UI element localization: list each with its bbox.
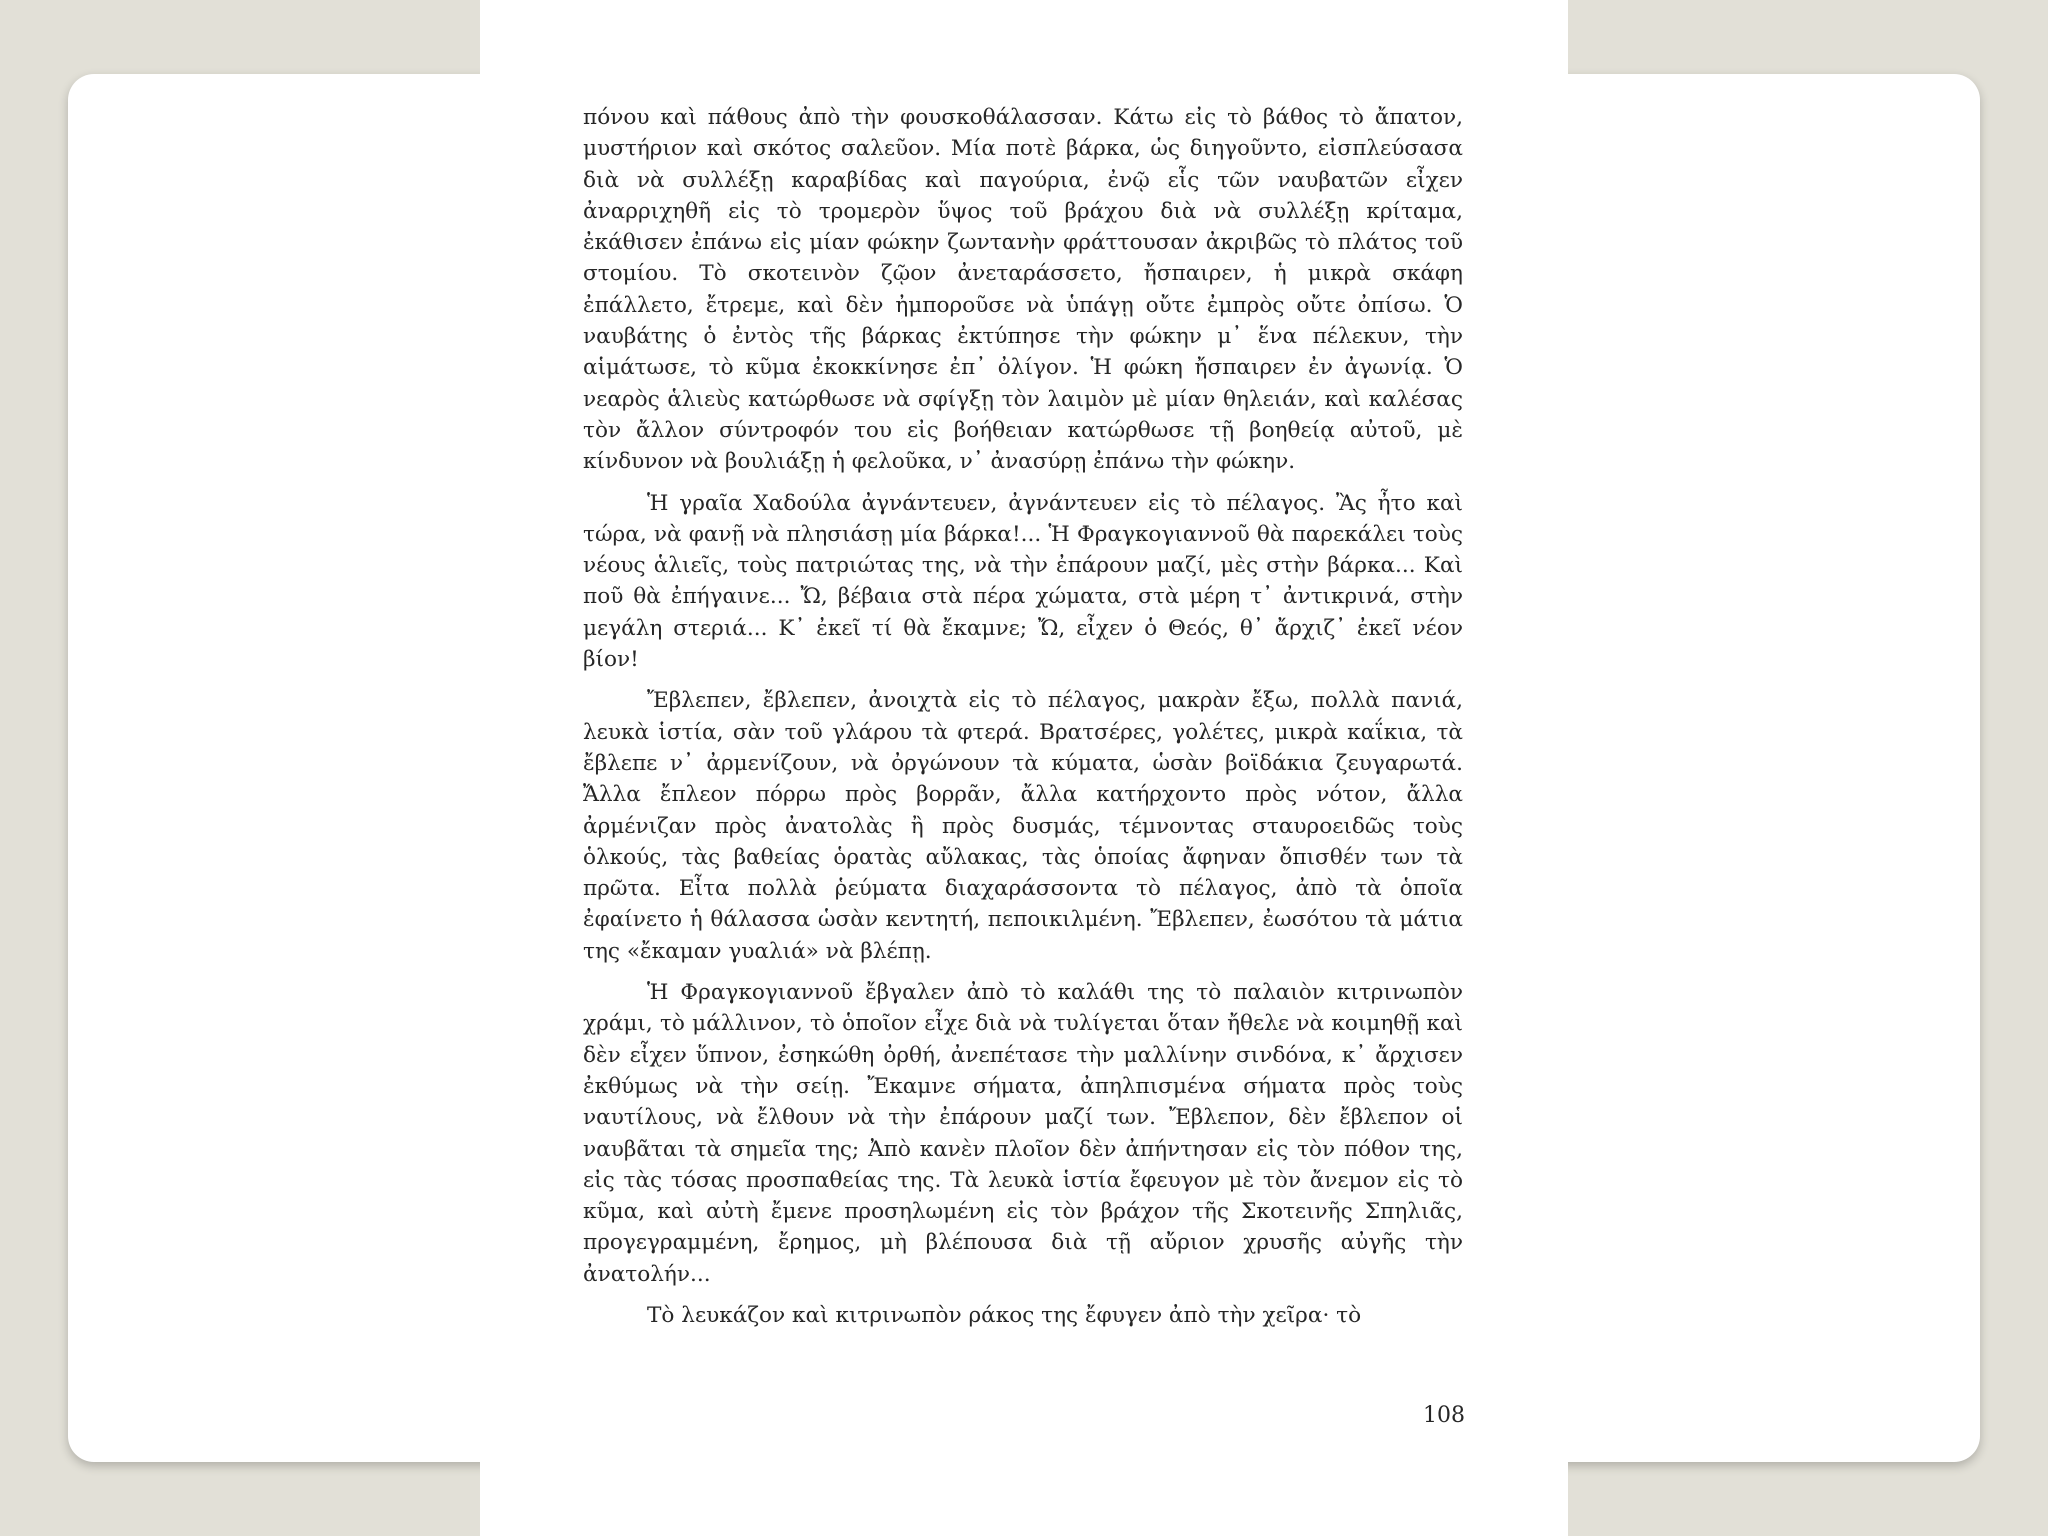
document-page: [480, 0, 1568, 1536]
page-body-text: [583, 102, 1463, 1331]
paragraph-5: Τὸ λευκάζον καὶ κιτρινωπὸν ράκος της ἔφυγεν ἀπὸ τὴν χεῖρα· τὸ: [647, 1302, 1362, 1328]
page-number: 108: [1423, 1403, 1465, 1428]
paragraph-1: πόνου καὶ πάθους ἀπὸ τὴν φουσκοθάλασσαν. Κάτω εἰς τὸ βάθος τὸ ἄπατον, μυστήριον καὶ σκότος σαλεῦον. Μία ποτὲ βάρκα, ὡς διηγοῦντο, εἰσπλεύσασα διὰ νὰ συλλέξῃ καραβίδας καὶ παγούρια, ἐνῷ εἷς τῶν ναυβατῶν εἶχεν ἀναρριχηθῆ εἰς τὸ τρομερὸν ὕψος τοῦ βράχου διὰ νὰ συλλέξῃ κρίταμα, ἐκάθισεν ἐπάνω εἰς μίαν φώκην ζωντανὴν φράττουσαν ἀκριβῶς τὸ πλάτος τοῦ στομίου. Τὸ σκοτεινὸν ζῷον ἀνεταράσσετο, ἤσπαιρεν, ἡ μικρὰ σκάφη ἐπάλλετο, ἔτρεμε, καὶ δὲν ἠμποροῦσε νὰ ὑπάγῃ οὔτε ἐμπρὸς οὔτε ὀπίσω. Ὁ ναυβάτης ὁ ἐντὸς τῆς βάρκας ἐκτύπησε τὴν φώκην μ᾽ ἕνα πέλεκυν, τὴν αἱμάτωσε, τὸ κῦμα ἐκοκκίνησε ἐπ᾽ ὀλίγον. Ἡ φώκη ἤσπαιρεν ἐν ἀγωνίᾳ. Ὁ νεαρὸς ἁλιεὺς κατώρθωσε νὰ σφίγξῃ τὸν λαιμὸν μὲ μίαν θηλειάν, καὶ καλέσας τὸν ἄλλον σύντροφόν του εἰς βοήθειαν κατώρθωσε τῇ βοηθείᾳ αὐτοῦ, μὲ κίνδυνον νὰ βουλιάξῃ ἡ φελοῦκα, ν᾽ ἀνασύρῃ ἐπάνω τὴν φώκην.: [583, 105, 1463, 475]
paragraph-3: Ἔβλεπεν, ἔβλεπεν, ἀνοιχτὰ εἰς τὸ πέλαγος, μακρὰν ἔξω, πολλὰ πανιά, λευκὰ ἱστία, σὰν τοῦ γλάρου τὰ φτερά. Βρατσέρες, γολέτες, μικρὰ καΐκια, τὰ ἔβλεπε ν᾽ ἀρμενίζουν, νὰ ὀργώνουν τὰ κύματα, ὡσὰν βοϊδάκια ζευγαρωτά. Ἄλλα ἔπλεον πόρρω πρὸς βορρᾶν, ἄλλα κατήρχοντο πρὸς νότον, ἄλλα ἀρμένιζαν πρὸς ἀνατολὰς ἢ πρὸς δυσμάς, τέμνοντας σταυροειδῶς τοὺς ὁλκούς, τὰς βαθείας ὁρατὰς αὔλακας, τὰς ὁποίας ἄφηναν ὄπισθέν των τὰ πρῶτα. Εἶτα πολλὰ ῥεύματα διαχαράσσοντα τὸ πέλαγος, ἀπὸ τὰ ὁποῖα ἐφαίνετο ἡ θάλασσα ὡσὰν κεντητή, πεποικιλμένη. Ἔβλεπεν, ἐωσότου τὰ μάτια της «ἔκαμαν γυαλιά» νὰ βλέπῃ.: [583, 688, 1463, 964]
paragraph-4: Ἡ Φραγκογιαννοῦ ἔβγαλεν ἀπὸ τὸ καλάθι της τὸ παλαιὸν κιτρινωπὸν χράμι, τὸ μάλλινον, τὸ ὁποῖον εἶχε διὰ νὰ τυλίγεται ὅταν ἤθελε νὰ κοιμηθῇ καὶ δὲν εἶχεν ὕπνον, ἐσηκώθη ὀρθή, ἀνεπέτασε τὴν μαλλίνην σινδόνα, κ᾽ ἄρχισεν ἐκθύμως νὰ τὴν σείῃ. Ἔκαμνε σήματα, ἀπηλπισμένα σήματα πρὸς τοὺς ναυτίλους, νὰ ἔλθουν νὰ τὴν ἐπάρουν μαζί των. Ἔβλεπον, δὲν ἔβλεπον οἱ ναυβᾶται τὰ σημεῖα της; Ἀπὸ κανὲν πλοῖον δὲν ἀπήντησαν εἰς τὸν πόθον της, εἰς τὰς τόσας προσπαθείας της. Τὰ λευκὰ ἱστία ἔφευγον μὲ τὸν ἄνεμον εἰς τὸ κῦμα, καὶ αὐτὴ ἔμενε προσηλωμένη εἰς τὸν βράχον τῆς Σκοτεινῆς Σπηλιᾶς, προγεγραμμένη, ἔρημος, μὴ βλέπουσα διὰ τῇ αὔριον χρυσῆς αὐγῆς τὴν ἀνατολήν...: [583, 980, 1463, 1287]
paragraph-2: Ἡ γραῖα Χαδούλα ἀγνάντευεν, ἀγνάντευεν εἰς τὸ πέλαγος. Ἂς ἦτο καὶ τώρα, νὰ φανῇ νὰ πλησιάσῃ μία βάρκα!... Ἡ Φραγκογιαννοῦ θὰ παρεκάλει τοὺς νέους ἁλιεῖς, τοὺς πατριώτας της, νὰ τὴν ἐπάρουν μαζί, μὲς στὴν βάρκα... Καὶ ποῦ θὰ ἐπήγαινε... Ὤ, βέβαια στὰ πέρα χώματα, στὰ μέρη τ᾽ ἀντικρινά, στὴν μεγάλη στεριά... Κ᾽ ἐκεῖ τί θὰ ἔκαμνε; Ὤ, εἶχεν ὁ Θεός, θ᾽ ἄρχιζ᾽ ἐκεῖ νέον βίον!: [583, 490, 1463, 673]
